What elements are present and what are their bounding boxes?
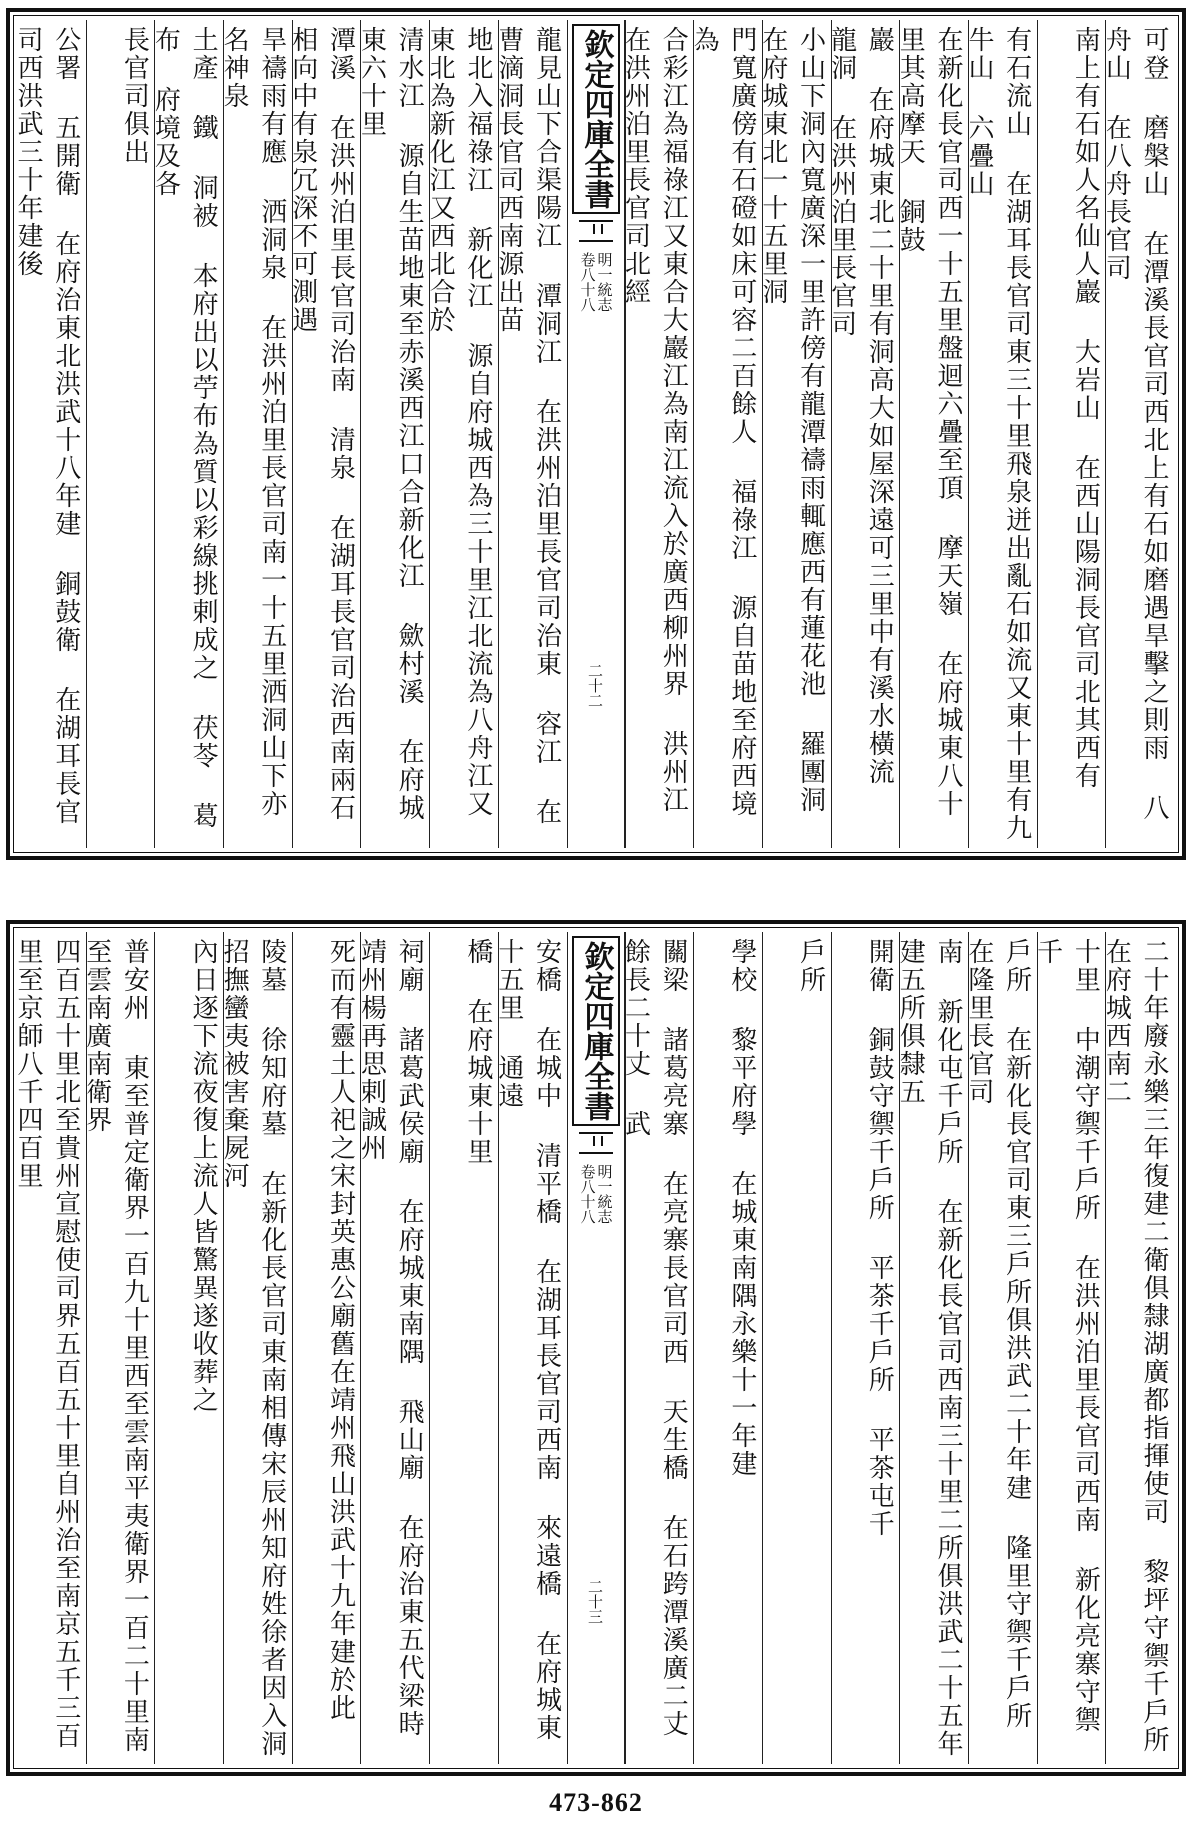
text-column: 內日逐下流夜復上流人皆驚異遂收葬之 <box>154 932 223 1764</box>
text-column: 普安州 東至普定衛界一百九十里西至雲南平夷衛界一百二十里南至雲南廣南衛界 <box>86 932 155 1764</box>
text-column: 公署 五開衛 在府治東北洪武十八年建 銅鼓衛 在湖耳長官司西洪武三十年建後 <box>13 26 81 826</box>
upper-page-frame <box>6 8 1186 860</box>
text-column: 可登 磨槃山 在潭溪長官司西北上有石如磨遇旱擊之則雨 八舟山 在八舟長官司 <box>1105 20 1174 848</box>
text-column: 巖 在府城東北二十里有洞高大如屋深遠可三里中有溪水橫流 龍洞 在洪州泊里長官司 <box>831 20 900 848</box>
text-column: 南上有石如人名仙人巖 大岩山 在西山陽洞長官司北其西有 <box>1037 20 1106 848</box>
volume-number: 卷八十八 <box>578 252 597 312</box>
text-column: 地北入福祿江 新化江 源自府城西為三十里江北流為八舟江又東北為新化江又西北合於 <box>429 20 498 848</box>
text-column: 門寬廣傍有石磴如床可容二百餘人 福祿江 源自苗地至府西境為 <box>693 20 762 848</box>
text-column: 有石流山 在湖耳長官司東三十里飛泉迸出亂石如流又東十里有九牛山 六疊山 <box>968 20 1037 848</box>
text-column: 橋 在府城東十里 <box>429 932 498 1764</box>
text-column: 戶所 在新化長官司東三戶所俱洪武二十年建 隆里守禦千戶所 在隆里長官司 <box>968 932 1037 1764</box>
text-column: 南 新化屯千戶所 在新化長官司西南三十里二所俱洪武二十五年建五所俱隸五 <box>899 932 968 1764</box>
text-column: 合彩江為福祿江又東合大巖江為南江流入於廣西柳州界 洪州江 在洪州泊里長官司北經 <box>625 20 694 848</box>
text-column: 陵墓 徐知府墓 在新化長官司東南相傳宋辰州知府姓徐者因入洞招撫蠻夷被害棄屍河 <box>223 932 292 1764</box>
text-column: 旱禱雨有應 洒洞泉 在洪州泊里長官司南一十五里洒洞山下亦名神泉 <box>223 20 292 848</box>
lower-text-columns <box>13 932 1174 1764</box>
fish-tail-mark <box>579 1132 613 1154</box>
leaf-number: 二十二 <box>586 663 604 708</box>
work-title: 明一統志 <box>595 252 614 312</box>
text-column: 龍見山下合渠陽江 潭洞江 在洪州泊里長官司治東 容江 在曹滴洞長官司西南源出苗 <box>498 20 567 848</box>
text-column: 長官司俱出 <box>86 20 155 848</box>
book-title: 欽定四庫全書 <box>572 936 620 1126</box>
text-column: 學校 黎平府學 在城東南隅永樂十一年建 <box>693 932 762 1764</box>
upper-text-columns <box>13 20 1174 848</box>
page-number: 473-862 <box>549 1788 643 1817</box>
text-column: 死而有靈土人祀之宋封英惠公廟舊在靖州飛山洪武十九年建於此 <box>292 932 361 1764</box>
text-column: 潭溪 在洪州泊里長官司治南 清泉 在湖耳長官司治西南兩石相向中有泉冗深不可測遇 <box>292 20 361 848</box>
text-column: 二十年廢永樂三年復建二衛俱隸湖廣都指揮使司 黎坪守禦千戶所 在府城西南二 <box>1105 932 1174 1764</box>
book-title: 欽定四庫全書 <box>572 24 620 214</box>
text-column: 戶所 <box>762 932 831 1764</box>
volume-label <box>580 252 612 312</box>
leaf-number: 二十三 <box>586 1579 604 1624</box>
text-column: 祠廟 諸葛武侯廟 在府城東南隅 飛山廟 在府治東五代梁時靖州楊再思剌誠州 <box>360 932 429 1764</box>
text-column: 土產 鐵 洞被 本府出以苧布為質以彩線挑剌成之 茯苓 葛布 府境及各 <box>154 20 223 848</box>
fish-tail-mark <box>579 220 613 242</box>
work-title: 明一統志 <box>595 1164 614 1224</box>
lower-page-frame <box>6 920 1186 1776</box>
text-column: 開衛 銅鼓守禦千戶所 平茶千戶所 平茶屯千 <box>831 932 900 1764</box>
text-column: 安橋 在城中 清平橋 在湖耳長官司西南 來遠橋 在府城東十五里 通遠 <box>498 932 567 1764</box>
text-column: 清水江 源自生苗地東至赤溪西江口合新化江 歛村溪 在府城東六十里 <box>360 20 429 848</box>
volume-label <box>580 1164 612 1224</box>
text-column: 在新化長官司西一十五里盤迴六疊至頂 摩天嶺 在府城東八十里其高摩天 銅鼓 <box>899 20 968 848</box>
text-column: 關梁 諸葛亮寨 在亮寨長官司西 天生橋 在石跨潭溪廣二丈餘長二十丈 武 <box>625 932 694 1764</box>
text-column: 四百五十里北至貴州宣慰使司界五百五十里自州治至南京五千三百里至京師八千四百里 <box>13 938 81 1750</box>
text-column: 十里 中潮守禦千戶所 在洪州泊里長官司西南 新化亮寨守禦千 <box>1037 932 1106 1764</box>
volume-number: 卷八十八 <box>578 1164 597 1224</box>
text-column: 小山下洞內寬廣深一里許傍有龍潭禱雨輒應西有蓮花池 羅團洞 在府城東北一十五里洞 <box>762 20 831 848</box>
